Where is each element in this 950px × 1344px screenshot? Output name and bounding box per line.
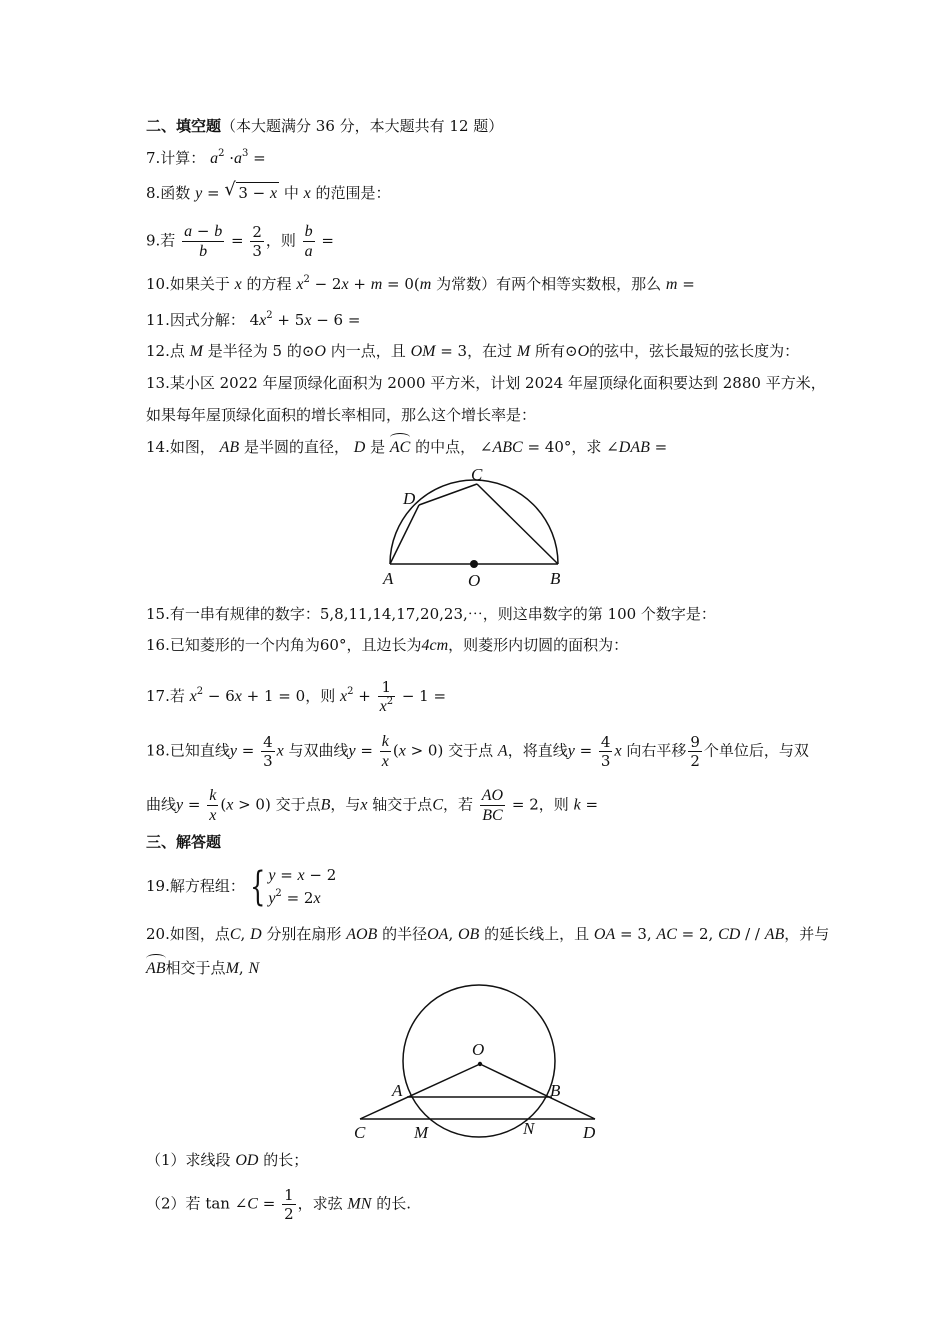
question-12: 12.点 M 是半径为 5 的⊙O 内一点，且 OM = 3，在过 M 所有⊙O的弦中，弦长最短的弦长度为： [146,342,800,360]
q20-t3: 的延长线上，且 [484,925,590,943]
q10-label: 10.如果关于 [146,275,230,293]
segment-cb [477,484,558,564]
q18-t3: ，将直线 [507,741,568,760]
arc-ab: AB [146,960,166,977]
semicircle-figure [378,462,578,592]
question-11: 11.因式分解： $4x^2 + 5x - 6$ = [146,310,361,329]
q8-mid: 中 [283,184,299,202]
question-20-part-1: （1）求线段 OD 的长； [146,1151,309,1169]
q15-sequence: 5,8,11,14,17,20,23,⋯ [319,605,483,623]
question-20-part-2: （2）若 tan ∠C = $\frac{1}{2}$ ，求弦 MN 的长. [146,1186,411,1223]
section-note: （本大题满分 36 分，本大题共有 12 题） [221,117,504,135]
q18-t10: ，则 [538,795,569,814]
question-18-line-2: 曲线y = $\frac{k}{x}$ (x > 0) 交于点B，与x 轴交于点C，若 $\frac{AO}{BC}$ = 2，则 k = [146,787,599,824]
center-point [478,1062,482,1066]
segment-oa [360,1064,480,1119]
section-3-heading: 三、解答题 [146,833,222,851]
q17-label: 17.若 [146,687,185,705]
q20-label: 20.如图，点 [146,925,230,943]
q20-1-tail: 的长； [263,1151,309,1169]
q11-label: 11.因式分解： [146,311,245,329]
label-b: B [550,569,561,588]
question-13-line-2: 如果每年屋顶绿化面积的增长率相同，那么这个增长率是： [146,406,537,424]
q9-then: ，则 [265,231,296,250]
question-18-line-1: 18.已知直线y = $\frac{4}{3}$ x 与双曲线y = $\frac{k}{x}$ (x > 0) 交于点 A，将直线y = $\frac{4}{3}$ x 向右平移 $\frac{9}{2}$ 个单位后，与双 [146,733,809,770]
q10-t2: 为常数）有两个相等实数根，那么 [436,275,662,293]
q16-t2: ，则菱形内切圆的面积为： [448,636,629,654]
q7-label: 7.计算： [146,149,206,167]
question-20-line-2: AB相交于点M, N [146,959,260,977]
q16-angle: 60° [319,636,347,654]
question-7: 7.计算： $a^2 \cdot a^3$ = [146,148,266,167]
q20-t2: 的半径 [382,925,428,943]
q20-2-t1: ，求弦 [297,1194,343,1213]
question-14: 14.如图， AB 是半圆的直径， D 是 AC 的中点， ∠ABC = 40°，求 ∠DAB = [146,438,668,456]
q17-then: ，则 [305,687,336,705]
sqrt-sign: √ 3 − x [224,179,278,202]
q18-t5: 个单位后，与双 [703,741,809,760]
label-n: N [523,1119,535,1138]
q18-t2: 交于点 [448,741,494,760]
question-10: 10.如果关于 x 的方程 $x^2 - 2x + m = 0(m$ 为常数）有两个相等实数根，那么 m = [146,274,695,293]
label-o: O [468,571,481,590]
q20-t1: 分别在扇形 [266,925,342,943]
label-m: M [414,1123,429,1142]
q8-label: 8.函数 [146,184,191,202]
q18-t7: ，与 [330,795,361,814]
q20-t4: ，并与 [784,925,830,943]
circle-figure [350,982,610,1144]
q9-label: 9.若 [146,231,176,250]
segment-ob [480,1064,595,1119]
q14-t4: ，求 [571,438,602,456]
q18-t1: 与双曲线 [288,741,349,760]
q18-t4: 向右平移 [626,741,687,760]
q12-t1: 是半径为 5 的 [207,342,302,360]
q15-tail: ，则这串数字的第 100 个数字是： [482,605,716,623]
label-b: B [550,1081,561,1100]
question-20-line-1: 20.如图，点C, D 分别在扇形 AOB 的半径OA, OB 的延长线上，且 OA = 3, AC = 2, CD / / AB，并与 [146,925,830,943]
brace-symbol: { [249,864,266,910]
q16-t1: ，且边长为 [346,636,422,654]
question-16 [146,635,628,656]
label-c: C [354,1123,366,1142]
q18-t9: ，若 [442,795,473,814]
question-9: 9.若 $\frac{a - b}{b}$ = $\frac{2}{3}$ ，则 $\frac{b}{a}$ = [146,222,334,260]
q15-label: 15.有一串有规律的数字： [146,605,320,623]
label-a: A [383,569,394,588]
q14-label: 14.如图， [146,438,215,456]
q12-t5: 的弦中，弦长最短的弦长度为： [589,342,800,360]
q18-t6: 交于点 [275,795,321,814]
question-13-line-1: 13.某小区 2022 年屋顶绿化面积为 2000 平方米，计划 2024 年屋顶绿化面积要达到 2880 平方米， [146,374,826,392]
q14-t3: 的中点， [415,438,476,456]
circle-o [403,985,555,1137]
q18-t8: 轴交于点 [372,795,433,814]
label-d: D [403,489,416,508]
q18-line2a: 曲线 [146,795,177,814]
q12-t3: ，在过 [467,342,513,360]
question-19: 19.解方程组： { y = x − 2 $y^2 = 2x$ [146,864,337,910]
q19-label: 19.解方程组： [146,877,245,895]
q12-t2: 内一点，且 [330,342,406,360]
q10-t1: 的方程 [246,275,292,293]
q8-tail: 的范围是： [315,184,391,202]
q12-t4: 所有 [535,342,566,360]
question-8: 8.函数 y = √ 3 − x 中 x 的范围是： [146,179,391,202]
q20-2-tail: 的长. [376,1194,411,1213]
q18-label: 18.已知直线 [146,741,230,760]
q16-length: 4cm [421,637,449,654]
q12-label: 12.点 [146,342,185,360]
q20-2-text: （2）若 [146,1194,201,1213]
q14-t1: 是半圆的直径， [243,438,349,456]
segment-ad [390,505,419,564]
question-17: 17.若 $x^2 - 6x + 1 = 0$，则 $x^2$ + $\frac{1}{x^2}$ − 1 = [146,678,447,715]
q20-1-text: （1）求线段 [146,1151,231,1169]
label-c: C [471,465,483,484]
label-d: D [583,1123,596,1142]
q16-label: 16.已知菱形的一个内角为 [146,636,320,654]
q20-t5: 相交于点 [165,959,226,977]
center-point-o [470,560,478,568]
label-o: O [472,1040,485,1059]
arc-ac: AC [389,439,411,456]
q14-t2: 是 [370,438,386,456]
label-a: A [392,1081,403,1100]
question-15 [146,604,716,624]
section-2-heading [146,116,503,136]
section-title: 二、填空题 [146,117,222,135]
